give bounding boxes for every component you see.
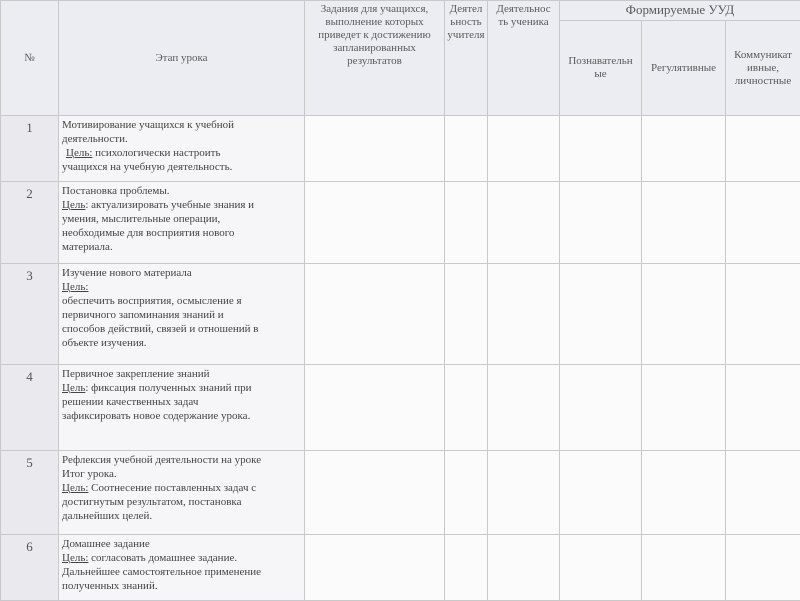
tasks-cell [305,116,445,182]
regulatory-cell [642,451,726,535]
cognitive-cell [560,182,642,264]
header-student: Деятельнос ть ученика [488,1,560,116]
row-number: 6 [1,535,59,601]
regulatory-cell [642,535,726,601]
header-stage: Этап урока [59,1,305,116]
table-row [1,451,800,535]
goal-text: способов действий, связей и отношений в [62,322,301,336]
teacher-cell [445,116,488,182]
stage-cell [59,264,305,365]
stage-cell [59,116,305,182]
tasks-cell [305,365,445,451]
stage-title: Итог урока. [62,467,301,481]
goal-text: объекте изучения. [62,336,301,350]
goal-text: материала. [62,240,301,254]
goal-text: психологически настроить [95,147,220,159]
goal-text: решении качественных задач [62,395,301,409]
row-number: 2 [1,182,59,264]
cognitive-cell [560,264,642,365]
header-tasks: Задания для учащихся, выполнение которых приведет к достижению запланированных результатов [305,1,445,116]
stage-title: Первичное закрепление знаний [62,367,301,381]
header-uud: Формируемые УУД [560,1,800,21]
header-cognitive: Познавательн ые [560,21,642,116]
goal-text: дальнейших целей. [62,509,301,523]
table-row [1,182,800,264]
goal-text: первичного запоминания знаний и [62,308,301,322]
goal-text: зафиксировать новое содержание урока. [62,409,301,423]
goal-label: Цель: [62,552,88,564]
table-row [1,535,800,601]
stage-title: Мотивирование учащихся к учебной [62,118,301,132]
goal-text: Соотнесение поставленных задач с [91,482,256,494]
goal-text: необходимые для восприятия нового [62,226,301,240]
tasks-cell [305,264,445,365]
teacher-cell [445,182,488,264]
communicative-cell [726,264,800,365]
communicative-cell [726,116,800,182]
goal-text: достигнутым результатом, постановка [62,495,301,509]
table-row [1,264,800,365]
communicative-cell [726,365,800,451]
regulatory-cell [642,116,726,182]
regulatory-cell [642,365,726,451]
tasks-cell [305,451,445,535]
teacher-cell [445,264,488,365]
stage-title: Домашнее задание [62,537,301,551]
student-cell [488,182,560,264]
header-teacher: Деятел ьность учителя [445,1,488,116]
table-row [1,365,800,451]
communicative-cell [726,451,800,535]
cognitive-cell [560,365,642,451]
header-row [1,1,800,21]
stage-cell [59,535,305,601]
communicative-cell [726,182,800,264]
student-cell [488,365,560,451]
header-regulatory: Регулятивные [642,21,726,116]
goal-label: Цель: [62,482,88,494]
stage-cell [59,182,305,264]
row-number: 3 [1,264,59,365]
stage-title: Изучение нового материала [62,266,301,280]
goal-text: : фиксация полученных знаний при [85,382,251,394]
goal-text: согласовать домашнее задание. [91,552,237,564]
goal-label: Цель: [62,281,88,293]
regulatory-cell [642,264,726,365]
goal-label: Цель [62,199,85,211]
row-number: 1 [1,116,59,182]
goal-text: умения, мыслительные операции, [62,212,301,226]
teacher-cell [445,535,488,601]
goal-label: Цель: [66,147,92,159]
stage-title: Постановка проблемы. [62,184,301,198]
stage-title: Рефлексия учебной деятельности на уроке [62,453,301,467]
cognitive-cell [560,535,642,601]
goal-text: Дальнейшее самостоятельное применение [62,565,301,579]
goal-label: Цель [62,382,85,394]
table-row [1,116,800,182]
regulatory-cell [642,182,726,264]
goal-text: обеспечить восприятия, осмысление я [62,294,301,308]
stage-title: деятельности. [62,132,301,146]
stage-cell [59,365,305,451]
header-num: № [1,1,59,116]
goal-text: : актуализировать учебные знания и [85,199,254,211]
goal-text: полученных знаний. [62,579,301,593]
cognitive-cell [560,451,642,535]
tasks-cell [305,535,445,601]
teacher-cell [445,451,488,535]
row-number: 5 [1,451,59,535]
student-cell [488,535,560,601]
student-cell [488,264,560,365]
teacher-cell [445,365,488,451]
stage-cell [59,451,305,535]
tasks-cell [305,182,445,264]
communicative-cell [726,535,800,601]
header-communicative: Коммуникат ивные, личностные [726,21,800,116]
student-cell [488,451,560,535]
student-cell [488,116,560,182]
cognitive-cell [560,116,642,182]
goal-text: учащихся на учебную деятельность. [62,160,301,174]
row-number: 4 [1,365,59,451]
